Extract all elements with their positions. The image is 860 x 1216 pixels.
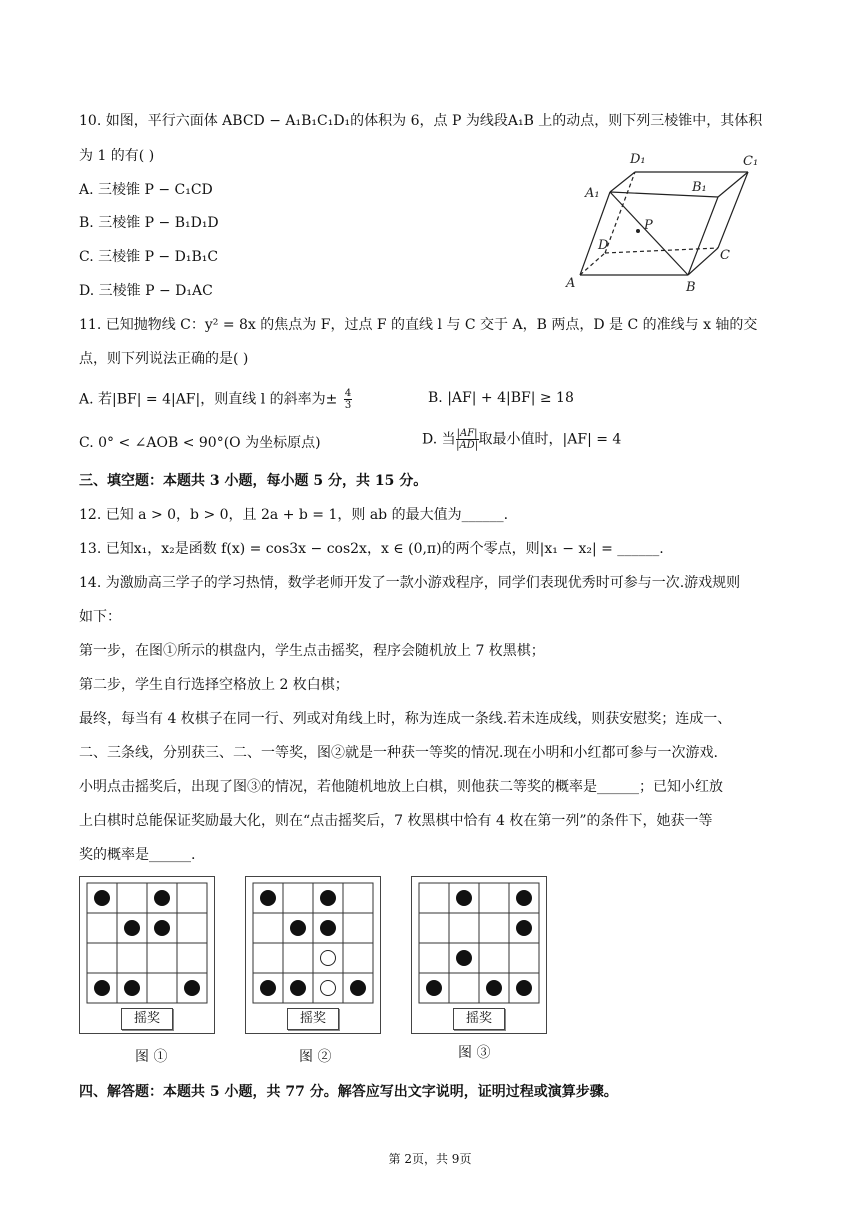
q14-line2: 如下：	[79, 609, 121, 625]
q14-line5: 最终，每当有 4 枚棋子在同一行、列或对角线上时，称为连成一条线.若未连成线，则获安慰奖；连成一、	[79, 711, 732, 727]
q10-option-d: D. 三棱锥 P − D₁AC	[79, 283, 213, 299]
q11-option-a-text: A. 若|BF| = 4|AF|，则直线 l 的斜率为±	[79, 391, 338, 408]
parallelepiped-figure	[560, 145, 790, 295]
draw-button-3[interactable]: 摇奖	[453, 1008, 505, 1030]
q14-line1: 14. 为激励高三学子的学习热情，数学老师开发了一款小游戏程序，同学们表现优秀时可参与一次.游戏规则	[79, 575, 741, 591]
section-3-heading: 三、填空题：本题共 3 小题，每小题 5 分，共 15 分。	[79, 473, 428, 489]
board-caption-1: 图 ①	[135, 1049, 168, 1065]
q14-line6: 二、三条线，分别获三、二、一等奖，图②就是一种获一等奖的情况.现在小明和小红都可参与一次游戏.	[79, 745, 718, 761]
q11-stem-line1: 11. 已知抛物线 C：y² = 8x 的焦点为 F，过点 F 的直线 l 与 C 交于 A，B 两点，D 是 C 的准线与 x 轴的交	[79, 317, 758, 333]
label-a1: A₁	[585, 186, 600, 201]
label-b: B	[686, 280, 696, 295]
q11-d-frac-den: |AD|	[456, 440, 479, 451]
board-caption-2: 图 ②	[299, 1049, 332, 1065]
board-figure-3	[411, 876, 547, 1034]
q11-option-d-post: 取最小值时，|AF| = 4	[478, 431, 622, 448]
q10-stem-line1: 10. 如图，平行六面体 ABCD − A₁B₁C₁D₁的体积为 6，点 P 为线段A₁B 上的动点，则下列三棱锥中，其体积	[79, 113, 763, 129]
board-figure-2	[245, 876, 381, 1034]
q11-option-d-pre: D. 当	[422, 431, 456, 448]
q14-line8: 上白棋时总能保证奖励最大化，则在“点击摇奖后，7 枚黑棋中恰有 4 枚在第一列”的条件下，她获一等	[79, 813, 713, 829]
q11-option-a	[79, 388, 352, 411]
section-4-heading: 四、解答题：本题共 5 小题，共 77 分。解答应写出文字说明，证明过程或演算步骤。	[79, 1084, 618, 1100]
q11-a-frac-den: 3	[344, 400, 352, 411]
label-c1: C₁	[743, 154, 759, 169]
q10-option-b: B. 三棱锥 P − B₁D₁D	[79, 215, 219, 231]
draw-button-2[interactable]: 摇奖	[287, 1008, 339, 1030]
draw-button-1[interactable]: 摇奖	[121, 1008, 173, 1030]
q11-option-d	[422, 428, 621, 451]
q13: 13. 已知x₁，x₂是函数 f(x) = cos3x − cos2x，x ∈ (0,π)的两个零点，则|x₁ − x₂| = ______.	[79, 541, 664, 557]
q14-line4: 第二步，学生自行选择空格放上 2 枚白棋；	[79, 677, 349, 693]
q11-option-a-fraction	[344, 388, 352, 411]
q11-a-frac-num: 4	[344, 388, 352, 399]
q14-line7: 小明点击摇奖后，出现了图③的情况，若他随机地放上白棋，则他获二等奖的概率是______；已知小红放	[79, 779, 723, 795]
label-d1: D₁	[630, 152, 646, 167]
board-caption-3: 图 ③	[458, 1045, 491, 1061]
q11-option-d-fraction	[456, 428, 479, 451]
board-1-grid	[85, 881, 209, 1005]
q10-stem-line2: 为 1 的有( )	[79, 148, 155, 164]
q10-option-a: A. 三棱锥 P − C₁CD	[79, 182, 213, 198]
q11-stem-line2: 点，则下列说法正确的是( )	[79, 351, 249, 367]
label-p: P	[644, 218, 653, 233]
q12: 12. 已知 a > 0，b > 0，且 2a + b = 1，则 ab 的最大值为______.	[79, 507, 509, 523]
page-footer: 第 2页，共 9页	[388, 1152, 472, 1166]
q14-line9: 奖的概率是______.	[79, 847, 196, 863]
board-figure-1	[79, 876, 215, 1034]
label-c: C	[720, 248, 730, 263]
board-2-grid	[251, 881, 375, 1005]
q10-option-c: C. 三棱锥 P − D₁B₁C	[79, 249, 219, 265]
q11-option-b: B. |AF| + 4|BF| ≥ 18	[428, 390, 574, 406]
q14-line3: 第一步，在图①所示的棋盘内，学生点击摇奖，程序会随机放上 7 枚黑棋；	[79, 643, 545, 659]
label-b1: B₁	[692, 180, 707, 195]
board-3-grid	[417, 881, 541, 1005]
q11-option-c: C. 0° < ∠AOB < 90°(O 为坐标原点)	[79, 435, 321, 451]
label-a: A	[566, 276, 576, 291]
q11-d-frac-num: |AF|	[456, 428, 478, 439]
label-d: D	[598, 238, 609, 253]
